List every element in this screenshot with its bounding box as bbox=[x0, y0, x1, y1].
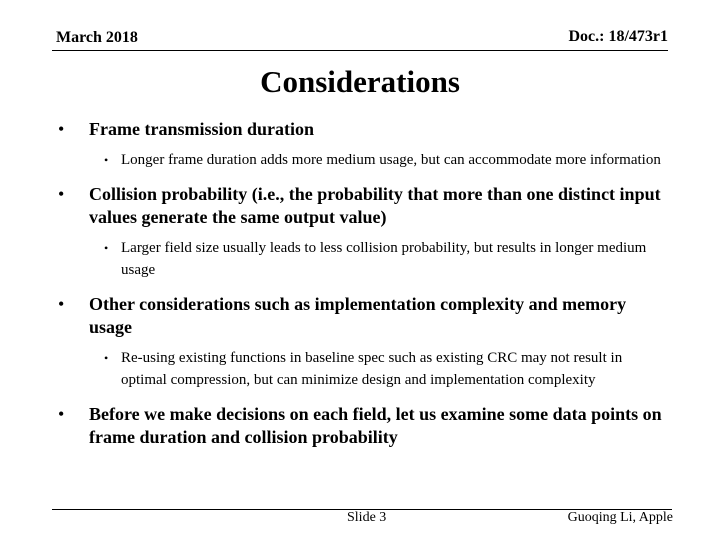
bullet-collision-probability bbox=[56, 183, 666, 229]
sub-bullet-text: Longer frame duration adds more medium usage, but can accommodate more information bbox=[121, 152, 661, 168]
footer-author: Guoqing Li, Apple bbox=[567, 510, 673, 525]
bullet-dot-icon: • bbox=[58, 404, 65, 424]
sub-bullet-dot-icon: • bbox=[104, 153, 109, 167]
bullet-text: Frame transmission duration bbox=[89, 119, 314, 139]
sub-bullet-dot-icon: • bbox=[104, 351, 109, 365]
bullet-text: Other considerations such as implementation complexity and memory usage bbox=[89, 294, 627, 337]
bullet-frame-duration bbox=[56, 118, 666, 141]
bullet-text: Collision probability (i.e., the probability that more than one distinct input values generate the same output value) bbox=[89, 184, 661, 227]
slide-body bbox=[56, 118, 666, 449]
sub-bullet-dot-icon: • bbox=[104, 241, 109, 255]
bullet-dot-icon: • bbox=[58, 119, 65, 139]
slide-number: Slide 3 bbox=[347, 510, 387, 525]
sub-bullet-other-considerations bbox=[56, 347, 666, 391]
sub-bullet-text: Larger field size usually leads to less collision probability, but results in longer medium usage bbox=[121, 240, 647, 278]
slide-title: Considerations bbox=[260, 64, 460, 99]
sub-bullet-frame-duration bbox=[56, 149, 666, 171]
header-date: March 2018 bbox=[56, 29, 138, 46]
bullet-text: Before we make decisions on each field, let us examine some data points on frame duration and collision probability bbox=[89, 404, 662, 447]
bullet-dot-icon: • bbox=[58, 294, 65, 314]
header-doc-id: Doc.: 18/473r1 bbox=[568, 28, 668, 45]
bullet-next-steps bbox=[56, 403, 666, 449]
bullet-other-considerations bbox=[56, 293, 666, 339]
sub-bullet-collision-probability bbox=[56, 237, 666, 281]
bullet-dot-icon: • bbox=[58, 184, 65, 204]
header-divider bbox=[52, 50, 668, 51]
sub-bullet-text: Re-using existing functions in baseline spec such as existing CRC may not result in optimal compression, but can minimize design and implementation complexity bbox=[121, 350, 623, 388]
